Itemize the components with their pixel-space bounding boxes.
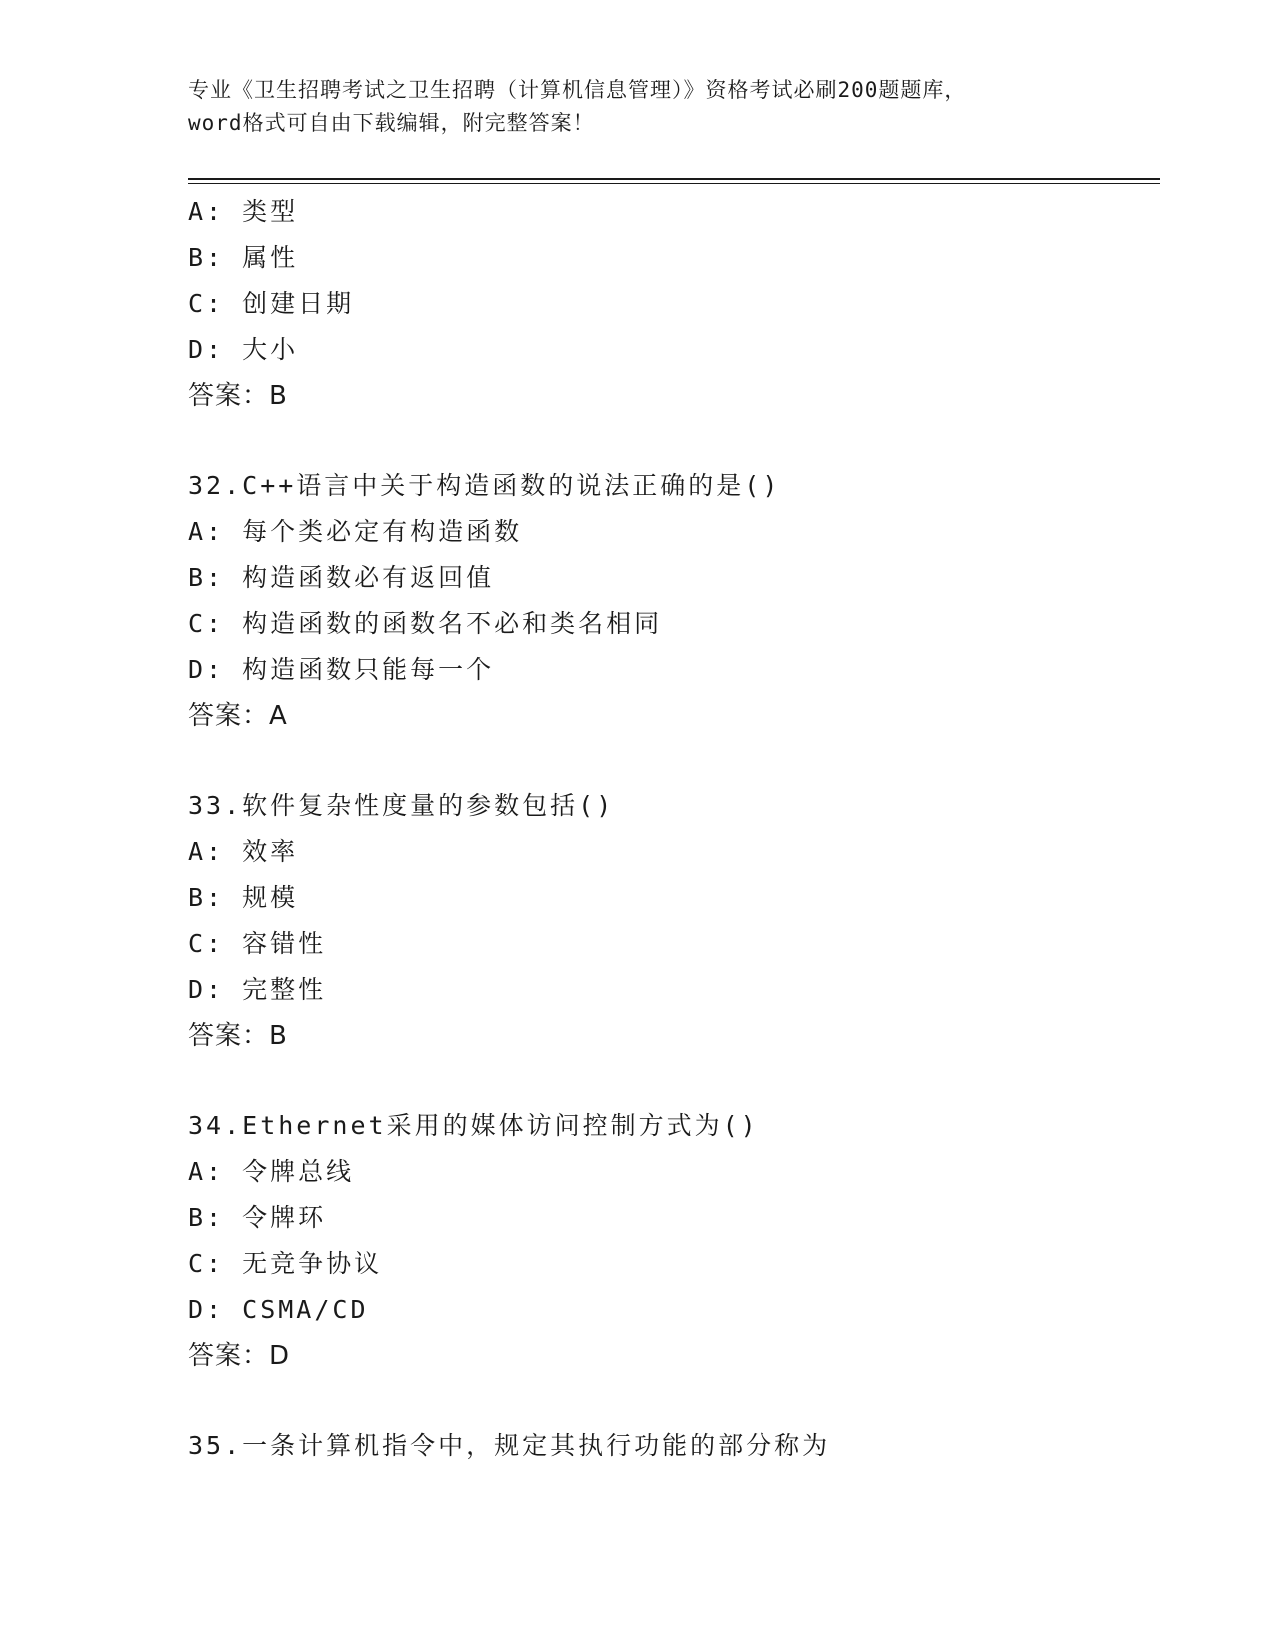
- question-block-32: [188, 463, 1160, 739]
- question-stem: 32.C++语言中关于构造函数的说法正确的是(): [188, 471, 781, 500]
- option-c: C: 无竞争协议: [188, 1249, 383, 1278]
- option-c: C: 容错性: [188, 929, 327, 958]
- answer-line: 答案：B: [188, 381, 288, 411]
- question-stem: 35.一条计算机指令中，规定其执行功能的部分称为: [188, 1431, 831, 1460]
- answer-line: 答案：D: [188, 1341, 291, 1371]
- spacer: [188, 1379, 1160, 1423]
- question-block-35: [188, 1423, 1160, 1469]
- option-a: A: 类型: [188, 197, 299, 226]
- question-block-33: [188, 783, 1160, 1059]
- option-a: A: 效率: [188, 837, 299, 866]
- spacer: [188, 739, 1160, 783]
- option-b: B: 规模: [188, 883, 299, 912]
- document-header: [188, 74, 1088, 140]
- option-d: D: CSMA/CD: [188, 1295, 369, 1324]
- header-divider-thin: [188, 183, 1160, 184]
- question-stem: 34.Ethernet采用的媒体访问控制方式为(): [188, 1111, 759, 1140]
- question-block-31: [188, 189, 1160, 419]
- option-b: B: 属性: [188, 243, 299, 272]
- option-d: D: 完整性: [188, 975, 327, 1004]
- option-a: A: 每个类必定有构造函数: [188, 517, 523, 546]
- option-b: B: 构造函数必有返回值: [188, 563, 495, 592]
- question-list: [188, 189, 1160, 1469]
- question-stem: 33.软件复杂性度量的参数包括(): [188, 791, 615, 820]
- option-a: A: 令牌总线: [188, 1157, 355, 1186]
- option-d: D: 大小: [188, 335, 299, 364]
- header-line-1: 专业《卫生招聘考试之卫生招聘（计算机信息管理）》资格考试必刷200题题库，: [188, 78, 967, 102]
- spacer: [188, 419, 1160, 463]
- answer-line: 答案：A: [188, 701, 288, 731]
- option-c: C: 创建日期: [188, 289, 355, 318]
- header-line-2: word格式可自由下载编辑，附完整答案！: [188, 111, 595, 135]
- option-b: B: 令牌环: [188, 1203, 327, 1232]
- option-c: C: 构造函数的函数名不必和类名相同: [188, 609, 663, 638]
- header-divider-thick: [188, 178, 1160, 180]
- option-d: D: 构造函数只能每一个: [188, 655, 495, 684]
- question-block-34: [188, 1103, 1160, 1379]
- spacer: [188, 1059, 1160, 1103]
- answer-line: 答案：B: [188, 1021, 288, 1051]
